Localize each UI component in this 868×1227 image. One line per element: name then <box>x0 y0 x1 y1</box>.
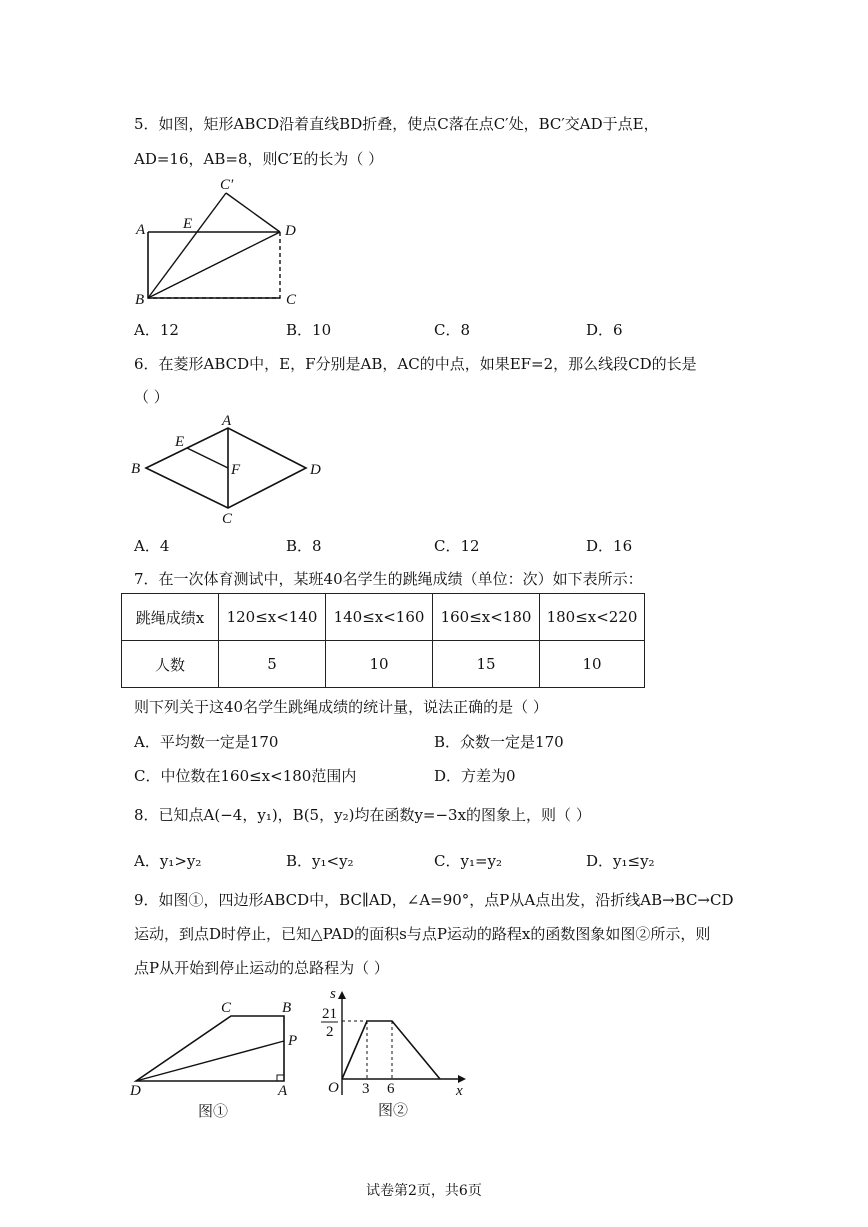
q6-segment-ef <box>187 448 228 468</box>
q9-figure1 <box>126 995 306 1125</box>
q9-fig2-label-x: x <box>456 1083 463 1099</box>
q9-fig2-tick-6: 6 <box>387 1081 395 1097</box>
table-cell: 15 <box>433 641 540 688</box>
q8-option-c: C．y₁=y₂ <box>434 852 503 870</box>
q9-fig1-label-b: B <box>282 1000 292 1016</box>
q7-option-a: A．平均数一定是170 <box>134 733 279 751</box>
q9-fig1-label-d: D <box>130 1083 141 1099</box>
q9-segment-dp <box>136 1041 284 1081</box>
table-cell: 180≤x<220 <box>540 594 645 641</box>
table-cell: 跳绳成绩x <box>122 594 219 641</box>
table-cell: 140≤x<160 <box>326 594 433 641</box>
page-footer: 试卷第2页，共6页 <box>366 1183 482 1199</box>
q6-label-c: C <box>222 511 233 527</box>
q6-label-e: E <box>175 434 185 450</box>
q9-fig2-x-arrow <box>458 1075 466 1083</box>
q7-line1: 7．在一次体育测试中，某班40名学生的跳绳成绩（单位：次）如下表所示： <box>134 570 643 588</box>
q9-fig1-label-a: A <box>278 1083 288 1099</box>
q6-option-a: A．4 <box>134 537 170 555</box>
q9-line1: 9．如图①，四边形ABCD中，BC∥AD，∠A=90°，点P从A点出发，沿折线AB→BC→CD <box>134 891 734 909</box>
q6-rhombus <box>146 428 306 508</box>
q6-figure <box>126 410 336 530</box>
q5-label-d: D <box>285 223 296 239</box>
q5-label-c-prime: C′ <box>220 177 234 193</box>
q8-option-d: D．y₁≤y₂ <box>586 852 655 870</box>
q6-label-b: B <box>131 461 141 477</box>
q9-figure2 <box>316 985 476 1125</box>
q9-fig2-y-denominator: 2 <box>326 1024 334 1040</box>
q7-option-b: B．众数一定是170 <box>434 733 564 751</box>
table-row <box>122 641 645 688</box>
q9-right-angle-mark <box>277 1075 284 1081</box>
q6-label-a: A <box>222 413 232 429</box>
q7-option-d: D．方差为0 <box>434 767 516 785</box>
table-cell: 10 <box>540 641 645 688</box>
q5-label-c: C <box>286 292 297 308</box>
q9-fig2-tick-3: 3 <box>362 1081 370 1097</box>
table-cell: 10 <box>326 641 433 688</box>
q6-option-b: B．8 <box>286 537 322 555</box>
q5-figure <box>128 172 318 312</box>
q7-score-table <box>121 593 645 688</box>
table-cell: 160≤x<180 <box>433 594 540 641</box>
q8-option-b: B．y₁<y₂ <box>286 852 354 870</box>
q9-line3: 点P从开始到停止运动的总路程为（ ） <box>134 959 389 977</box>
q5-line1: 5．如图，矩形ABCD沿着直线BD折叠，使点C落在点C′处，BC′交AD于点E， <box>134 115 659 133</box>
q6-line2: （ ） <box>134 388 169 406</box>
q5-option-d: D．6 <box>586 321 623 339</box>
q6-label-d: D <box>310 462 321 478</box>
q5-option-c: C．8 <box>434 321 471 339</box>
q8-option-a: A．y₁>y₂ <box>134 852 202 870</box>
q5-option-b: B．10 <box>286 321 332 339</box>
q9-line2: 运动，到点D时停止，已知△PAD的面积s与点P运动的路程x的函数图象如图②所示，则 <box>134 925 711 943</box>
q5-label-a: A <box>136 222 146 238</box>
q9-trapezoid <box>136 1016 284 1081</box>
q5-label-b: B <box>135 292 145 308</box>
q6-line1: 6．在菱形ABCD中，E，F分别是AB，AC的中点，如果EF=2，那么线段CD的长是 <box>134 355 697 373</box>
q5-option-a: A．12 <box>134 321 179 339</box>
q8-line1: 8．已知点A(−4，y₁)，B(5，y₂)均在函数y=−3x的图象上，则（ ） <box>134 806 591 824</box>
table-row <box>122 594 645 641</box>
q5-line-c-prime-d <box>226 193 280 232</box>
q6-option-d: D．16 <box>586 537 633 555</box>
q9-fig1-label-c: C <box>221 1000 232 1016</box>
q5-diagonal-bd <box>148 232 280 298</box>
table-cell: 人数 <box>122 641 219 688</box>
q5-label-e: E <box>183 216 193 232</box>
q9-fig2-graph-line <box>342 1021 440 1079</box>
q6-option-c: C．12 <box>434 537 480 555</box>
q5-line-bc-prime <box>148 193 226 298</box>
q9-fig2-y-arrow <box>338 991 346 999</box>
q5-line2: AD=16，AB=8，则C′E的长为（ ） <box>134 150 384 168</box>
table-cell: 5 <box>219 641 326 688</box>
q9-fig1-label-p: P <box>288 1033 298 1049</box>
q7-option-c: C．中位数在160≤x<180范围内 <box>134 767 357 785</box>
q9-fig1-caption: 图① <box>198 1104 229 1120</box>
q6-label-f: F <box>231 462 241 478</box>
q9-fig2-y-numerator: 21 <box>322 1006 337 1022</box>
q9-fig2-label-o: O <box>328 1080 339 1096</box>
table-cell: 120≤x<140 <box>219 594 326 641</box>
q9-fig2-caption: 图② <box>378 1103 409 1119</box>
q7-line2: 则下列关于这40名学生跳绳成绩的统计量，说法正确的是（ ） <box>134 698 548 716</box>
q9-fig2-label-s: s <box>330 986 336 1002</box>
